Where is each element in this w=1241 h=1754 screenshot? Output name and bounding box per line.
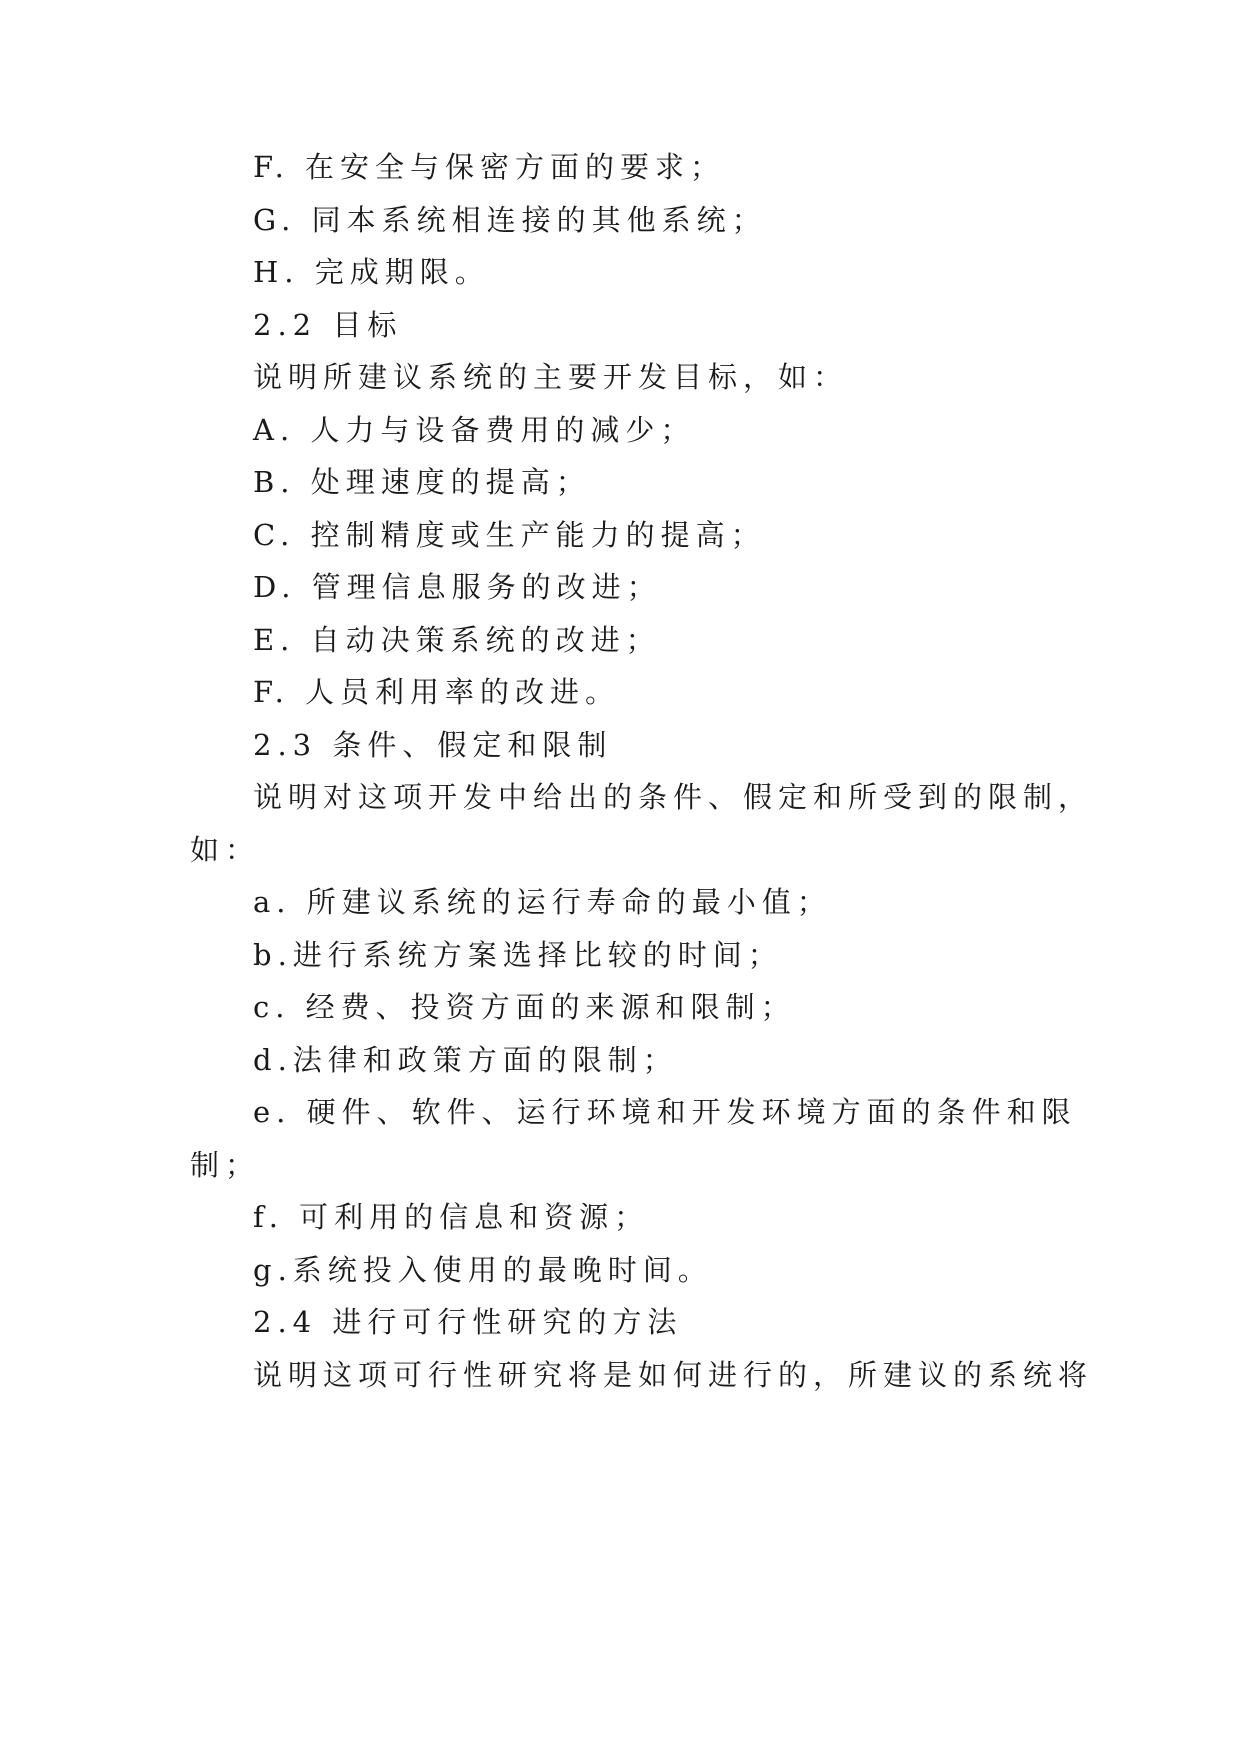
list-item-g-latest-time: g.系统投入使用的最晚时间。 — [253, 1253, 713, 1287]
list-item-c-funding: c. 经费、投资方面的来源和限制； — [253, 990, 796, 1024]
list-item-h-deadline: H. 完成期限。 — [253, 255, 490, 289]
paragraph-method-intro: 说明这项可行性研究将是如何进行的，所建议的系统将 — [253, 1358, 1094, 1392]
paragraph-constraints-intro-continued: 如： — [190, 833, 261, 867]
section-heading-2-3: 2.3 条件、假定和限制 — [253, 728, 613, 762]
list-item-f-resources: f. 可利用的信息和资源； — [253, 1200, 650, 1234]
list-item-g-connected-systems: G. 同本系统相连接的其他系统； — [253, 203, 767, 237]
list-item-e-hardware-software: e. 硬件、软件、运行环境和开发环境方面的条件和限 — [253, 1095, 1077, 1129]
list-item-d-legal: d.法律和政策方面的限制； — [253, 1043, 678, 1077]
list-item-d-info-services: D. 管理信息服务的改进； — [253, 570, 662, 604]
paragraph-constraints-intro: 说明对这项开发中给出的条件、假定和所受到的限制， — [253, 780, 1094, 814]
list-item-a-lifetime: a. 所建议系统的运行寿命的最小值； — [253, 885, 832, 919]
list-item-c-precision: C. 控制精度或生产能力的提高； — [253, 518, 766, 552]
list-item-b-speed: B. 处理速度的提高； — [253, 465, 591, 499]
list-item-b-selection-time: b.进行系统方案选择比较的时间； — [253, 938, 783, 972]
list-item-a-cost-reduction: A. 人力与设备费用的减少； — [253, 413, 696, 447]
paragraph-goals-intro: 说明所建议系统的主要开发目标，如： — [253, 360, 849, 394]
list-item-e-decision-system: E. 自动决策系统的改进； — [253, 623, 661, 657]
list-item-f-security: F. 在安全与保密方面的要求； — [253, 150, 726, 184]
section-heading-2-2: 2.2 目标 — [253, 308, 403, 342]
list-item-e-hardware-software-continued: 制； — [190, 1148, 261, 1182]
list-item-f-personnel: F. 人员利用率的改进。 — [253, 675, 621, 709]
section-heading-2-4: 2.4 进行可行性研究的方法 — [253, 1305, 683, 1339]
